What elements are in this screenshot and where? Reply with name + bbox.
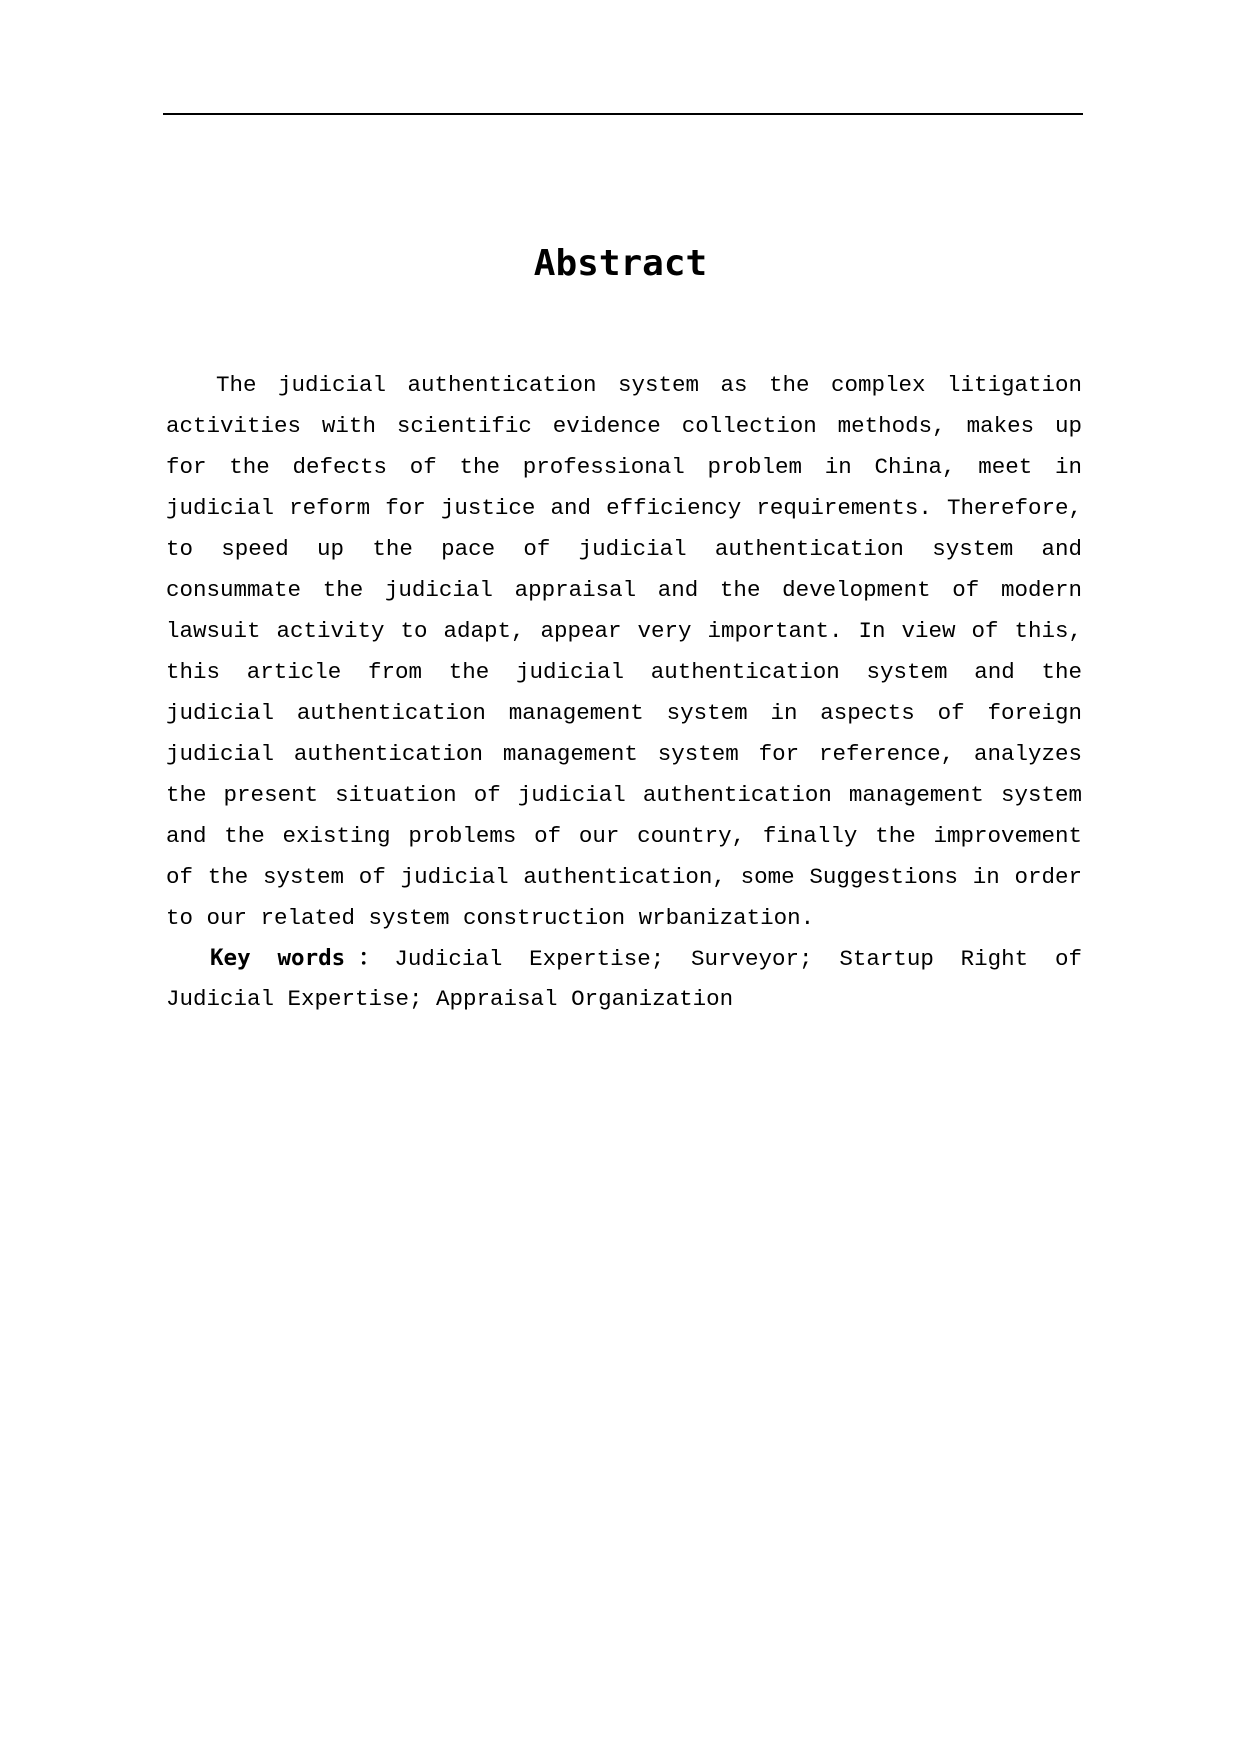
keywords-label: Key words： bbox=[210, 945, 395, 971]
header-rule bbox=[163, 113, 1083, 115]
page-title: Abstract bbox=[533, 243, 708, 284]
keywords-text: Judicial Expertise; Surveyor; Startup Right of Judicial Expertise; Appraisal Organization bbox=[166, 946, 1082, 1012]
keywords-line bbox=[166, 938, 1082, 1019]
abstract-paragraph: The judicial authentication system as the complex litigation activities with scientific evidence collection methods, makes up for the defects of the professional problem in China, meet in judicial reform for justice and efficiency requirements. Therefore, to speed up the pace of judicial authentication system and consummate the judicial appraisal and the development of modern lawsuit activity to adapt, appear very important. In view of this, this article from the judicial authentication system and the judicial authentication management system in aspects of foreign judicial authentication management system for reference, analyzes the present situation of judicial authentication management system and the existing problems of our country, finally the improvement of the system of judicial authentication, some Suggestions in order to our related system construction wrbanization. bbox=[166, 372, 1082, 931]
